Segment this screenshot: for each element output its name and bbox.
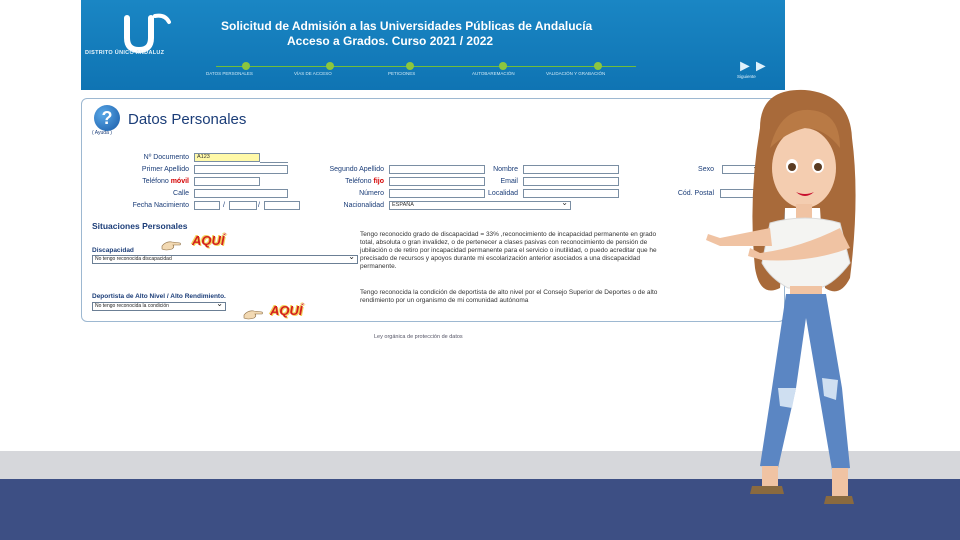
double-arrow-icon: ►► [737,58,769,75]
aqui-annotation: AQUÍ [270,303,303,318]
fecha-mes-input[interactable] [229,201,257,210]
segundo-apellido-input[interactable] [389,165,485,174]
calle-label: Calle [173,190,189,197]
step-dot[interactable] [499,62,507,70]
sexo-label: Sexo [698,166,714,173]
localidad-input[interactable] [523,189,619,198]
primer-apellido-label: Primer Apellido [141,166,189,173]
telefono-fijo-label: Teléfono fijo [345,178,384,185]
aqui-annotation: AQUÍ [192,233,225,248]
discapacidad-label: Discapacidad [92,247,134,254]
step-dot[interactable] [242,62,250,70]
step-label[interactable]: VALIDACIÓN Y GRABACIÓN [546,71,606,76]
step-dot[interactable] [594,62,602,70]
email-label: Email [500,178,518,185]
email-input[interactable] [523,177,619,186]
documento-label: Nº Documento [143,154,189,161]
deportista-select[interactable]: No tengo reconocida la condición ⌄ [92,302,226,311]
nacionalidad-label: Nacionalidad [343,202,384,209]
cartoon-girl-pointing-icon [700,88,890,528]
help-icon[interactable]: ? [94,105,120,131]
step-dot[interactable] [326,62,334,70]
documento-input[interactable]: A123 [194,153,260,162]
localidad-label: Localidad [488,190,518,197]
calle-input[interactable] [194,189,288,198]
primer-apellido-input[interactable] [194,165,288,174]
step-dot[interactable] [406,62,414,70]
date-separator: / [258,202,260,209]
numero-label: Número [359,190,384,197]
deportista-description: Tengo reconocida la condición de deportista de alto nivel por el Consejo Superior de Deportes o de alto rendimiento por un organismo de mi comunidad autónoma [360,289,658,304]
situaciones-title: Situaciones Personales [92,221,188,231]
brand-text: DISTRITO ÚNICO ANDALUZ [85,50,165,56]
pointing-hand-icon [242,307,264,321]
nombre-label: Nombre [493,166,518,173]
date-separator: / [223,202,225,209]
header-banner [81,0,785,90]
data-protection-link[interactable]: Ley orgánica de protección de datos [374,334,463,340]
page-title: Solicitud de Admisión a las Universidades Públicas de Andalucía Acceso a Grados. Curso 2021 / 2022 [221,19,593,48]
telefono-movil-input[interactable] [194,177,260,186]
discapacidad-description: Tengo reconocido grado de discapacidad = 33% ,reconocimiento de incapacidad permanente en grado total, absoluta o gran invalidez, o de pertenecer a clases pasivas con reconocimiento de pensión de jubilación o de retiro por incapacidad permanente para el servicio o inutilidad, o puedo acreditar que he precisado de recursos y apoyos durante mi escolarización anterior asociados a una discapacidad permanente. [360,231,657,270]
nacionalidad-select[interactable]: ESPAÑA ⌄ [389,201,571,210]
numero-input[interactable] [389,189,485,198]
telefono-movil-label: Teléfono móvil [142,178,189,185]
discapacidad-select[interactable]: No tengo reconocida discapacidad ⌄ [92,255,358,264]
next-button[interactable]: ►► Siguiente [737,60,777,84]
fecha-anio-input[interactable] [264,201,300,210]
step-label[interactable]: PETICIONES [388,71,416,76]
help-link[interactable]: ( Ayuda ) [92,130,112,136]
step-label[interactable]: VÍAS DE ACCESO [294,71,332,76]
pointing-hand-icon [160,238,182,252]
segundo-apellido-label: Segundo Apellido [329,166,384,173]
nombre-input[interactable] [523,165,619,174]
deportista-label: Deportista de Alto Nivel / Alto Rendimiento. [92,293,226,300]
telefono-fijo-input[interactable] [389,177,485,186]
fecha-nacimiento-label: Fecha Nacimiento [132,202,189,209]
section-heading: Datos Personales [128,111,247,128]
step-label[interactable]: AUTOBAREMACIÓN [472,71,515,76]
step-label[interactable]: DATOS PERSONALES [206,71,253,76]
progress-steps [206,62,636,76]
personal-data-panel [81,98,785,322]
cod-postal-label: Cód. Postal [677,190,714,197]
fecha-dia-input[interactable] [194,201,220,210]
